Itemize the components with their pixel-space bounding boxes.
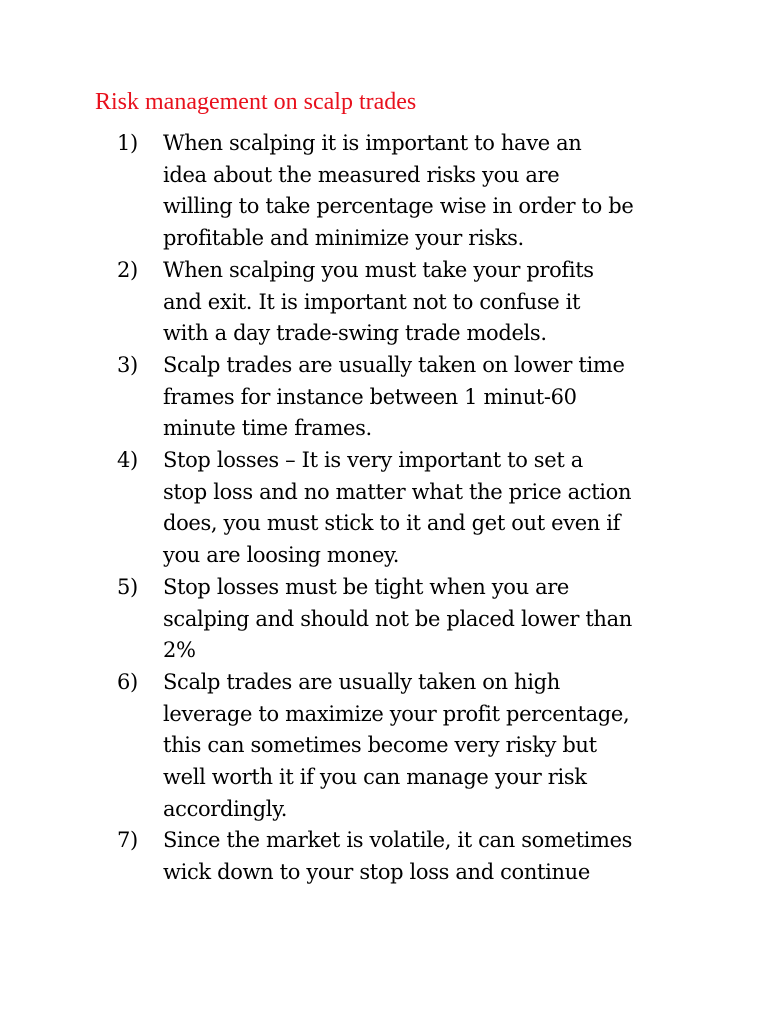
list-item-number: 6) [117,669,138,694]
list-item-text-line: frames for instance between 1 minut-60 [163,384,577,409]
list-item-text-line: 2% [163,638,196,663]
list-item [0,825,683,888]
list-item-text-line: profitable and minimize your risks. [163,226,524,251]
list-item-text-line: Scalp trades are usually taken on high [163,669,560,694]
list-item-text-line: Stop losses must be tight when you are [163,574,570,599]
list-item-text-line: and exit. It is important not to confuse it [163,289,581,314]
list-item-text-line: this can sometimes become very risky but [163,733,597,758]
list-item-text-line: well worth it if you can manage your risk [163,765,587,790]
list-item-text-line: leverage to maximize your profit percentage, [163,701,630,726]
list-item-text-line: does, you must stick to it and get out even if [163,511,621,536]
list-item-number: 4) [117,448,138,473]
list-item-text-line: scalping and should not be placed lower than [163,606,632,631]
list-item-text-line: When scalping it is important to have an [163,131,582,155]
list-item-text-line: Stop losses – It is very important to set a [163,448,583,473]
list-item [0,445,683,572]
list-item-text-line: stop loss and no matter what the price action [163,479,632,504]
list-item-number: 5) [117,574,138,599]
numbered-list [0,128,768,889]
document-title: Risk management on scalp trades [95,89,417,115]
list-item-text-line: you are loosing money. [163,543,400,568]
list-item-number: 3) [117,352,138,377]
list-item-number: 1) [117,131,138,155]
list-item-number: 7) [117,828,138,853]
list-item [0,667,683,826]
list-item [0,255,683,350]
list-item-text-line: Since the market is volatile, it can sometimes [163,828,633,853]
list-item-text-line: idea about the measured risks you are [163,162,560,187]
list-item-number: 2) [117,257,138,282]
list-item-text-line: Scalp trades are usually taken on lower time [163,352,625,377]
list-item [0,350,683,445]
list-item-text-line: wick down to your stop loss and continue [163,860,590,885]
list-item-text-line: willing to take percentage wise in order to be [163,194,634,219]
list-item-text-line: accordingly. [163,796,288,821]
list-item [0,128,683,255]
list-item-text-line: minute time frames. [163,416,372,441]
list-item-text-line: When scalping you must take your profits [163,257,594,282]
list-item-text-line: with a day trade-swing trade models. [163,321,547,346]
list-item [0,572,683,667]
